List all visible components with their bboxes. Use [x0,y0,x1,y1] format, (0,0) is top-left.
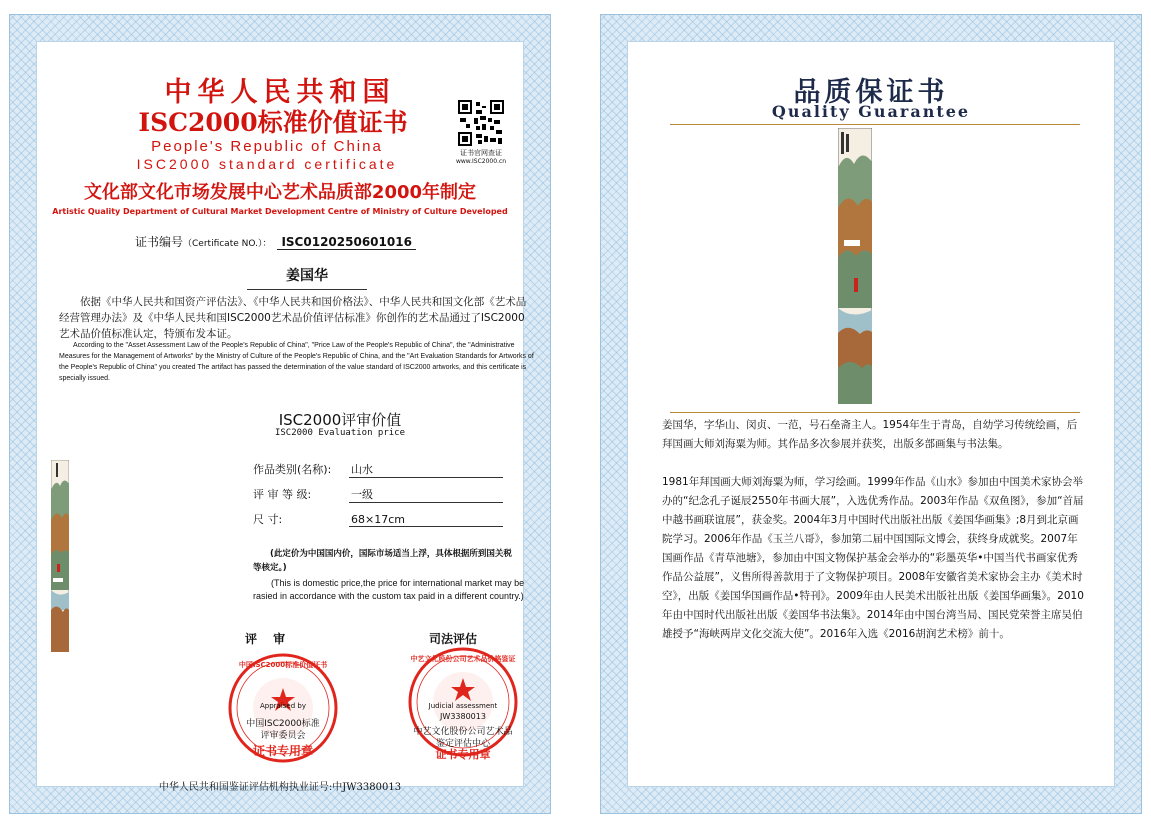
certificate-subtitle-cn: ISC2000标准价值证书 [138,108,408,137]
field-category-value: 山水 [349,461,503,478]
certificate-statement-en: According to the "Asset Assessment Law of the People's Republic of China", "Price Law of the People's Republic of China", the "Administrative Measures for the Management of Artworks" by the Ministry of Culture of the People's Republic of China, and the "Art Evaluation Standards for Artworks of the People's Republic of China" you created The artifact has passed the determination of the value standard of ISC2000 artworks, and this certificate is specially issued. [59,342,534,382]
quality-guarantee-panel [600,14,1142,814]
seal-bottom-text: 证书专用章 [252,744,313,758]
quality-guarantee-subtitle: Quality Guarantee [771,102,971,121]
judicial-label: 司法评估 [429,632,478,646]
field-grade-value: 一级 [349,486,503,503]
license-footer: 中华人民共和国鉴证评估机构执业证号:中JW3380013 [158,782,402,793]
field-size [253,511,509,527]
seal-ring-text: 中国ISC2000标准价值证书 [238,661,328,669]
certificate-body [36,41,534,793]
certificate-statement-cn: 依据《中华人民共和国资产评估法》、《中华人民共和国价格法》、中华人民共和国文化部《艺术品经营管理办法》及《中华人民共和国ISC2000艺术品价值评估标准》你创作的艺术品通过了ISC2000艺术品价值标准认定，特颁布发本证。 [59,296,527,340]
seal-line2: 评审委员会 [260,731,306,741]
quality-guarantee-body [627,41,1115,787]
price-note-en: (This is domestic price,the price for international market may be rasied in accordance with the custom tax paid in a different country.) [253,578,525,601]
artwork-thumbnail[interactable] [51,460,69,652]
field-category [253,461,509,478]
judicial-seal [407,646,519,761]
qr-caption: 证书官网查证 [460,149,502,157]
certificate-number-label-en: （Certificate NO.）： [183,239,272,249]
field-grade [253,486,509,503]
certificate-title-cn: 中华人民共和国 [164,77,396,108]
field-size-label: 尺 寸: [253,513,283,526]
seal-line1: 中艺文化股份公司艺术品 [413,727,513,737]
seal-code: JW3380013 [440,712,486,721]
image-divider [670,412,1080,413]
certificate-number-row [135,233,416,250]
artist-bio-history: 1981年拜国画大师刘海粟为师，学习绘画。1999年作品《山水》参加由中国美术家协会举办的“纪念孔子诞辰2550年书画大展”，入选优秀作品。2003年作品《双鱼图》，参加“首届中越书画联谊展”，获金奖。2004年3月中国时代出版社出版《姜国华画集》;8月到北京画院学习。2006年作品《玉兰八哥》，参加第二届中国国际文博会，获终身成就奖。2007年国画作品《青草池塘》，参加由中国文物保护基金会举办的“彩墨英华•中国当代书画家优秀作品公益展”，义售所得善款用于了文物保护项目。2008年安徽省美术家协会主办《美术时空》，出版《姜国华国画作品•特刊》。2009年由人民美术出版社出版《姜国华画集》。2010年由中国时代出版社出版《姜国华书法集》。2014年由中国台湾当局、国民党荣誉主席吴伯雄授予“海峡两岸文化交流大使”。2016年入选《2016胡润艺术榜》前十。 [662,476,1084,640]
artist-bio-intro: 姜国华，字华山、闵贞、一范，号石垒斋主人。1954年生于青岛，自幼学习传统绘画，后拜国画大师刘海粟为师。其作品多次参展并获奖，出版多部画集与书法集。 [662,419,1078,450]
price-note-cn: (此定价为中国国内价，国际市场适当上浮，具体根据所到国关税等核定。) [253,549,512,573]
seal-bottom-text: 证书专用章 [435,748,491,761]
seal-line1: 中国ISC2000标准 [246,719,320,729]
seal-ring-text: 中艺文化股份公司艺术品价格鉴证 [410,655,516,663]
department-title-cn: 文化部文化市场发展中心艺术品质部2000年制定 [83,182,477,203]
evaluation-subtitle: ISC2000 Evaluation price [274,428,406,438]
artwork-image[interactable] [838,128,872,404]
field-grade-label: 评 审 等 级: [253,488,312,501]
certificate-panel [9,14,551,814]
field-category-label: 作品类别(名称): [253,463,332,476]
seal-en-text: Appraised by [260,702,306,710]
certificate-number-label: 证书编号 [135,235,184,249]
title-divider [670,124,1080,125]
qr-url: www.ISC2000.cn [455,158,507,165]
field-size-value: 68×17cm [349,513,503,527]
certificate-subtitle-en: ISC2000 standard certificate [136,156,398,172]
seal-en-text: Judicial assessment [428,702,498,710]
qr-code-icon[interactable] [458,100,504,146]
quality-guarantee-title: 品质保证书 [793,77,949,108]
certificate-title-en: People's Republic of China [151,138,383,155]
department-title-en: Artistic Quality Department of Cultural Market Development Centre of Ministry of Culture Developed [52,207,508,216]
artist-name: 姜国华 [247,265,367,290]
review-label: 评 审 [245,632,292,646]
seal-line2: 鉴定评估中心 [435,739,490,749]
review-seal [227,652,339,764]
evaluation-title: ISC2000评审价值 [278,411,402,429]
certificate-number: ISC0120250601016 [277,235,415,250]
